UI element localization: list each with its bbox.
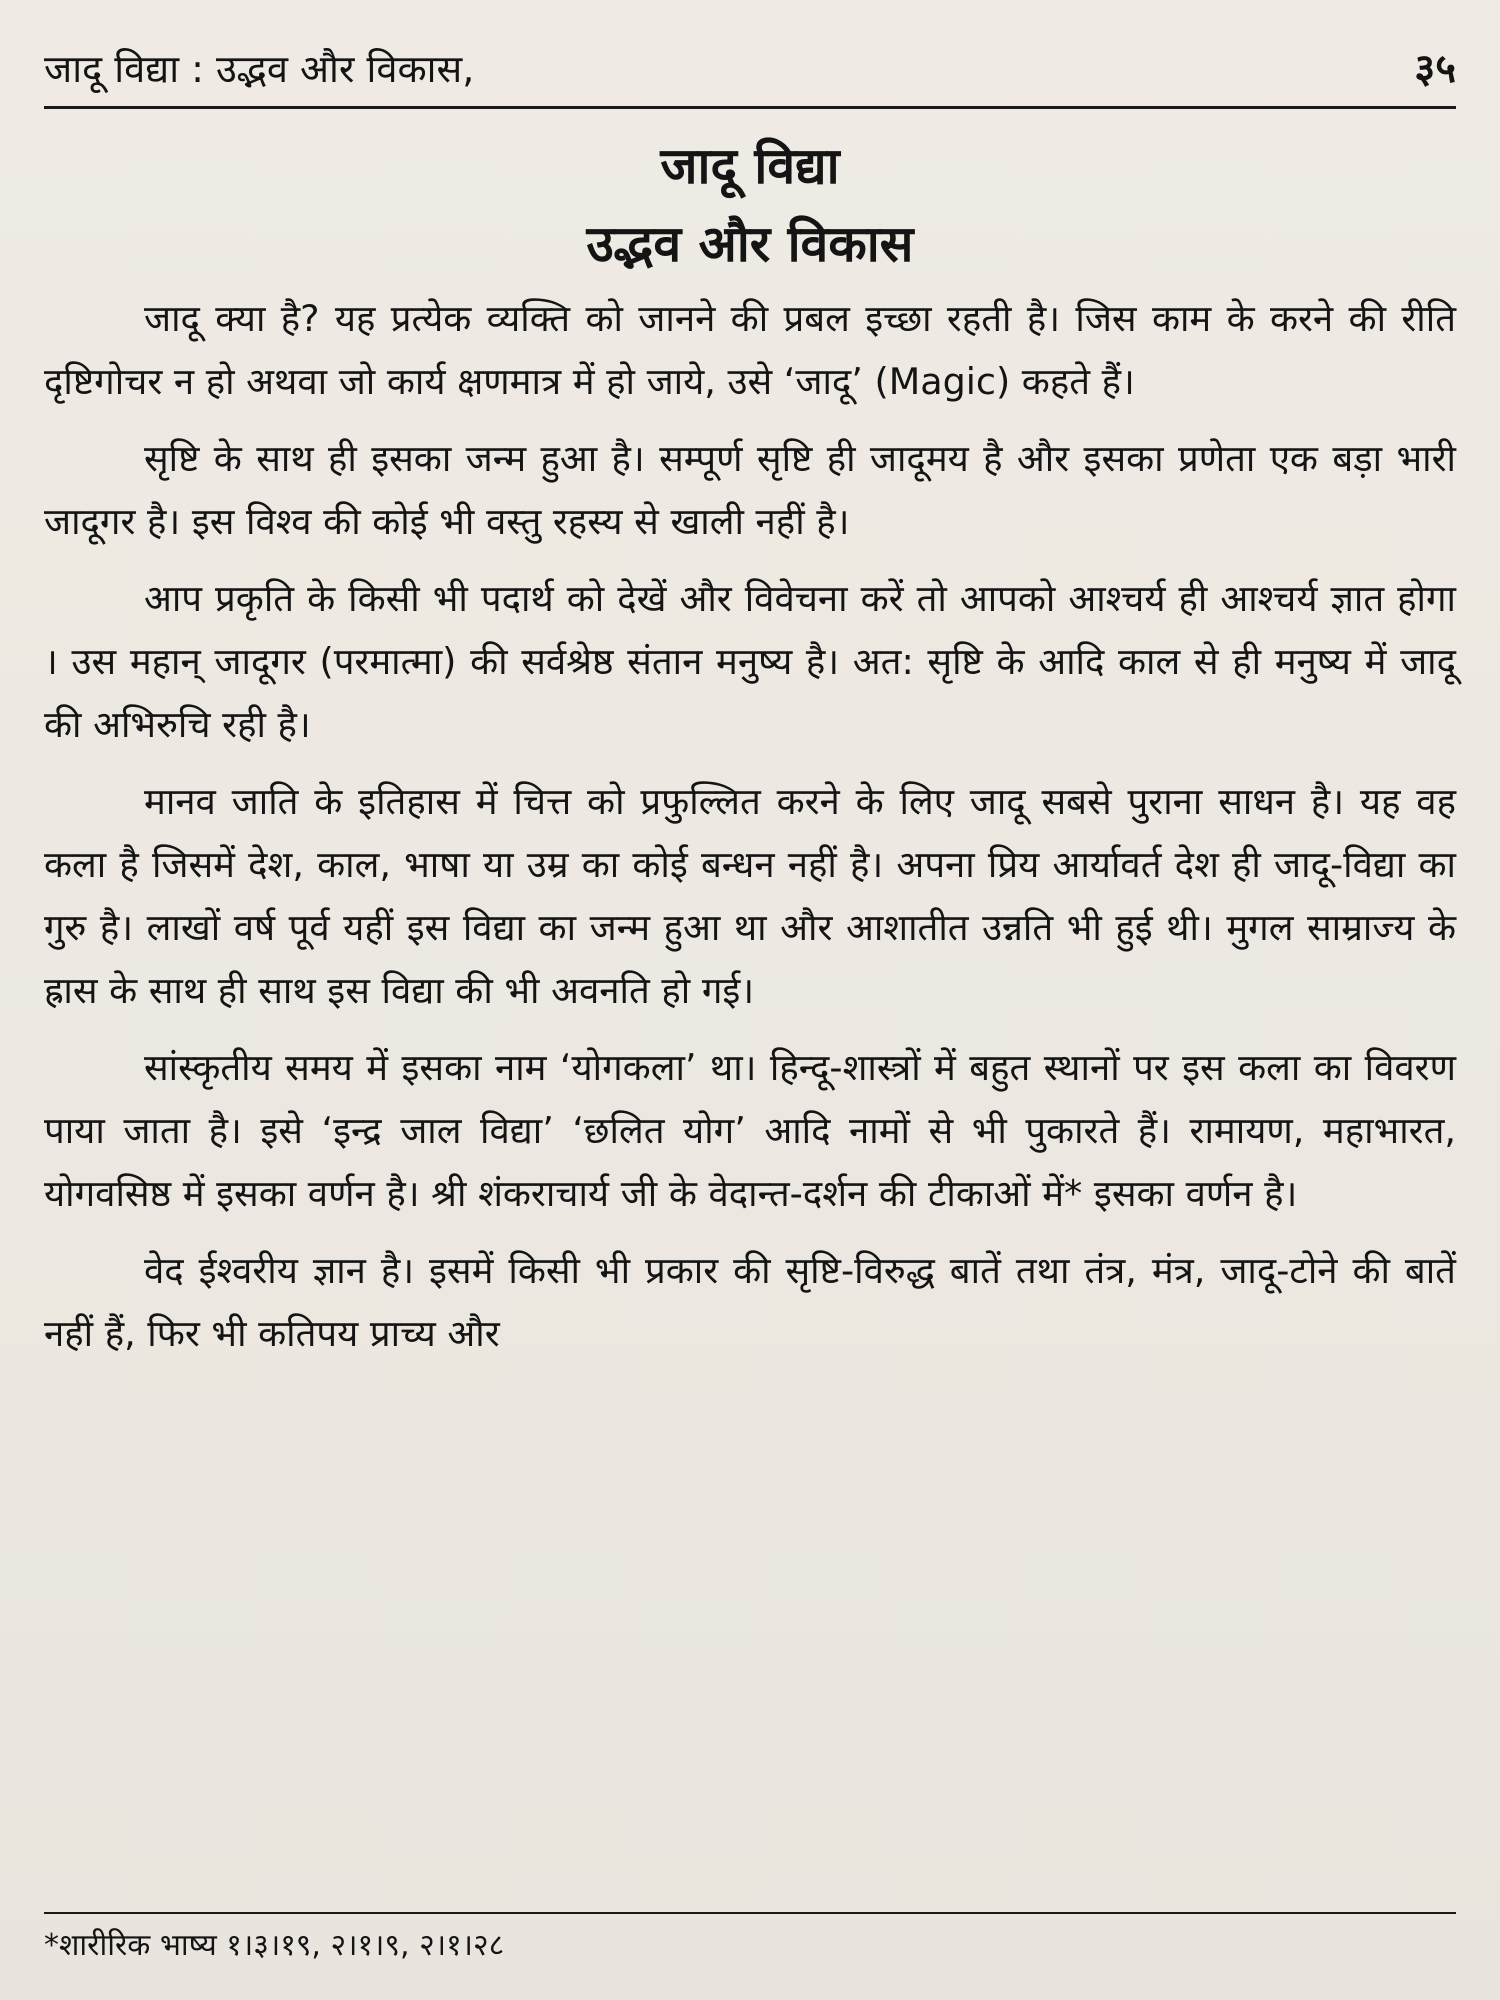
- header-rule: [44, 106, 1456, 109]
- chapter-title-line-1: जादू विद्या: [660, 137, 840, 195]
- running-title: जादू विद्या : उद्भव और विकास,: [44, 47, 475, 91]
- paragraph: सृष्टि के साथ ही इसका जन्म हुआ है। सम्पूर्ण सृष्टि ही जादूमय है और इसका प्रणेता एक बड़ा भारी जादूगर है। इस विश्व की कोई भी वस्तु रहस्य से खाली नहीं है।: [44, 437, 1456, 543]
- footnote-rule: [44, 1912, 1456, 1914]
- body-text: [44, 287, 1456, 1365]
- paragraph: वेद ईश्वरीय ज्ञान है। इसमें किसी भी प्रकार की सृष्टि-विरुद्ध बातें तथा तंत्र, मंत्र, जादू-टोने की बातें नहीं हैं, फिर भी कतिपय प्राच्य और: [44, 1249, 1456, 1355]
- paragraph: सांस्कृतीय समय में इसका नाम ‘योगकला’ था। हिन्दू-शास्त्रों में बहुत स्थानों पर इस कला का विवरण पाया जाता है। इसे ‘इन्द्र जाल विद्या’ ‘छलित योग’ आदि नामों से भी पुकारते हैं। रामायण, महाभारत, योगवसिष्ठ में इसका वर्णन है। श्री शंकराचार्य जी के वेदान्त-दर्शन की टीकाओं में* इसका वर्णन है।: [44, 1046, 1456, 1215]
- paragraph: मानव जाति के इतिहास में चित्त को प्रफुल्लित करने के लिए जादू सबसे पुराना साधन है। यह वह कला है जिसमें देश, काल, भाषा या उम्र का कोई बन्धन नहीं है। अपना प्रिय आर्यावर्त देश ही जादू-विद्या का गुरु है। लाखों वर्ष पूर्व यहीं इस विद्या का जन्म हुआ था और आशातीत उन्नति भी हुई थी। मुगल साम्राज्य के ह्रास के साथ ही साथ इस विद्या की भी अवनति हो गई।: [44, 780, 1456, 1012]
- footnote: *शारीरिक भाष्य १।३।१९, २।१।९, २।१।२८: [44, 1928, 505, 1963]
- chapter-title-line-2: उद्भव और विकास: [586, 215, 914, 273]
- running-header: [44, 38, 1456, 100]
- paragraph: जादू क्या है? यह प्रत्येक व्यक्ति को जानने की प्रबल इच्छा रहती है। जिस काम के करने की रीति दृष्टिगोचर न हो अथवा जो कार्य क्षणमात्र में हो जाये, उसे ‘जादू’ (Magic) कहते हैं।: [44, 297, 1456, 403]
- paragraph: आप प्रकृति के किसी भी पदार्थ को देखें और विवेचना करें तो आपको आश्चर्य ही आश्चर्य ज्ञात होगा । उस महान् जादूगर (परमात्मा) की सर्वश्रेष्ठ संतान मनुष्य है। अत: सृष्टि के आदि काल से ही मनुष्य में जादू की अभिरुचि रही है।: [44, 577, 1456, 746]
- chapter-title: [44, 127, 1456, 283]
- page-number: ३५: [1414, 46, 1456, 92]
